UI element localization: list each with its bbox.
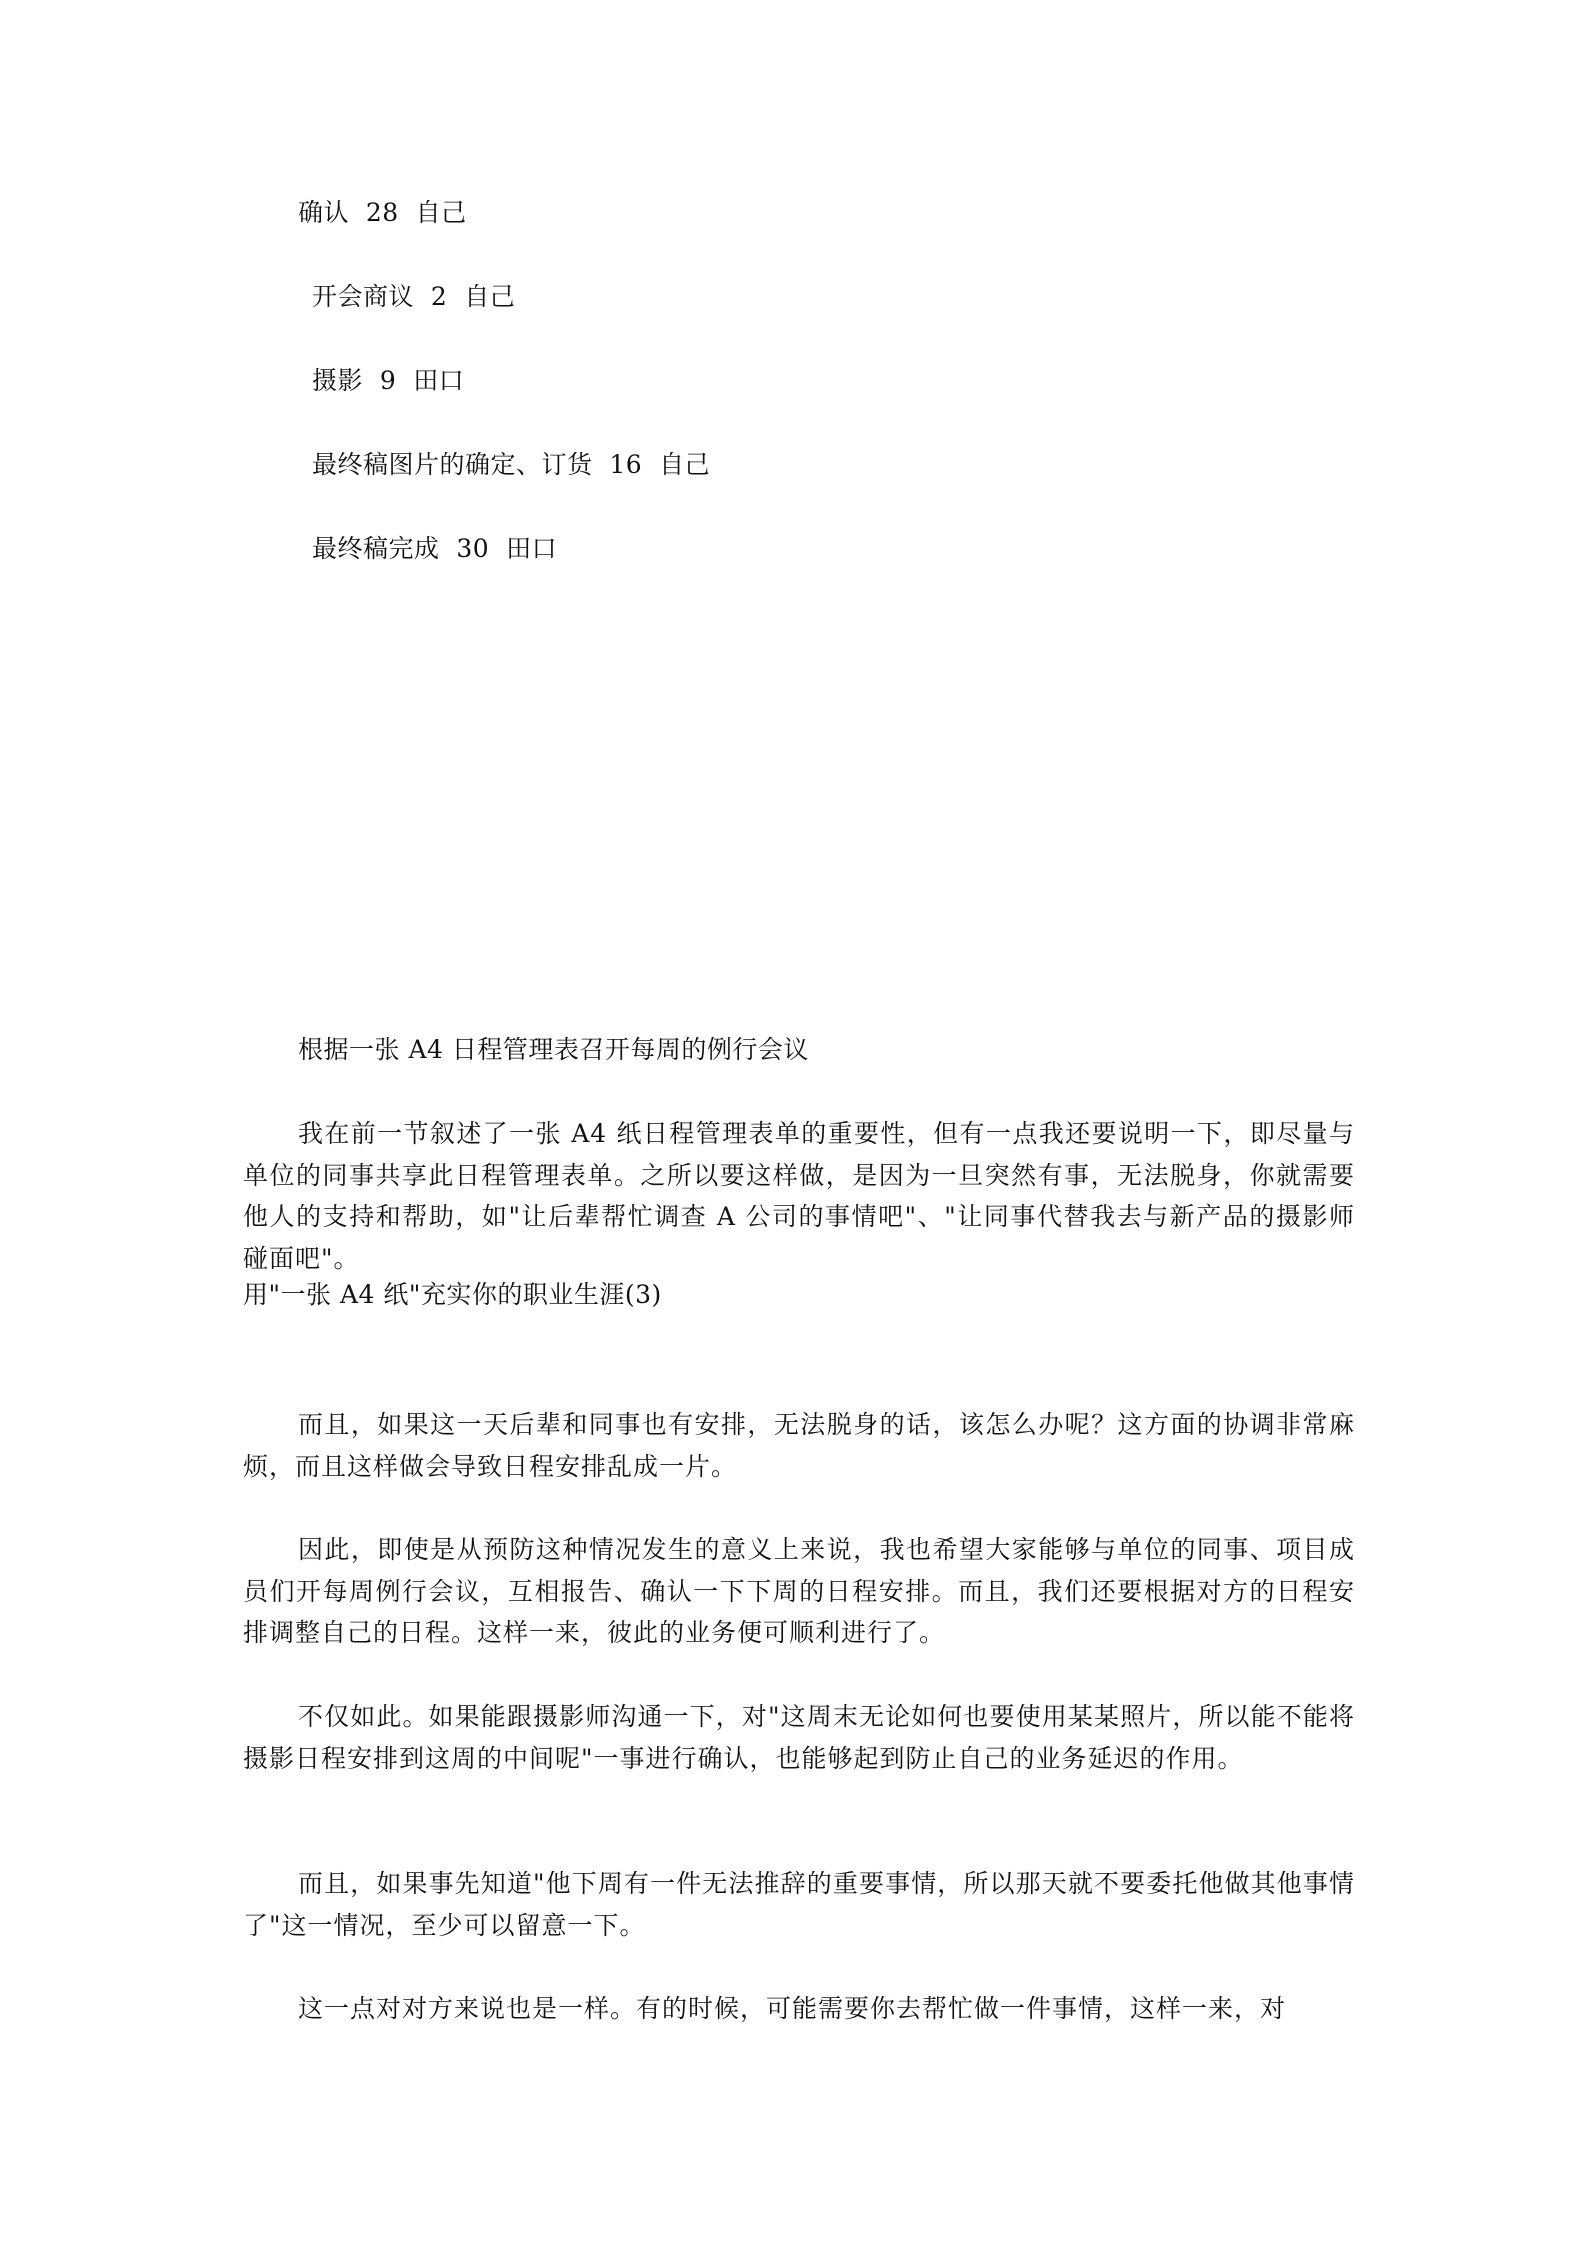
schedule-line-final-draft: 最终稿完成 30 田口 (312, 534, 558, 563)
section-heading: 根据一张 A4 日程管理表召开每周的例行会议 (298, 1035, 809, 1064)
schedule-line-final-images: 最终稿图片的确定、订货 16 自己 (312, 450, 711, 479)
paragraph-3: 因此，即使是从预防这种情况发生的意义上来说，我也希望大家能够与单位的同事、项目成员们开每周例行会议，互相报告、确认一下下周的日程安排。而且，我们还要根据对方的日程安排调整自己的日程。这样一来，彼此的业务便可顺利进行了。 (243, 1535, 1355, 1647)
paragraph-2: 而且，如果这一天后辈和同事也有安排，无法脱身的话，该怎么办呢？这方面的协调非常麻烦，而且这样做会导致日程安排乱成一片。 (243, 1410, 1355, 1481)
schedule-line-photography: 摄影 9 田口 (312, 366, 465, 395)
paragraph-5: 而且，如果事先知道"他下周有一件无法推辞的重要事情，所以那天就不要委托他做其他事情了"这一情况，至少可以留意一下。 (243, 1869, 1355, 1940)
paragraph-6: 这一点对对方来说也是一样。有的时候，可能需要你去帮忙做一件事情，这样一来，对 (298, 1994, 1287, 2023)
schedule-line-meeting: 开会商议 2 自己 (312, 282, 516, 311)
paragraph-4: 不仅如此。如果能跟摄影师沟通一下，对"这周末无论如何也要使用某某照片，所以能不能将摄影日程安排到这周的中间呢"一事进行确认，也能够起到防止自己的业务延迟的作用。 (243, 1702, 1355, 1773)
schedule-line-confirm: 确认 28 自己 (298, 198, 467, 227)
series-title: 用"一张 A4 纸"充实你的职业生涯(3) (243, 1280, 662, 1309)
paragraph-1: 我在前一节叙述了一张 A4 纸日程管理表单的重要性，但有一点我还要说明一下，即尽量与单位的同事共享此日程管理表单。之所以要这样做，是因为一旦突然有事，无法脱身，你就需要他人的支持和帮助，如"让后辈帮忙调查 A 公司的事情吧"、"让同事代替我去与新产品的摄影师碰面吧"。 (243, 1119, 1355, 1273)
